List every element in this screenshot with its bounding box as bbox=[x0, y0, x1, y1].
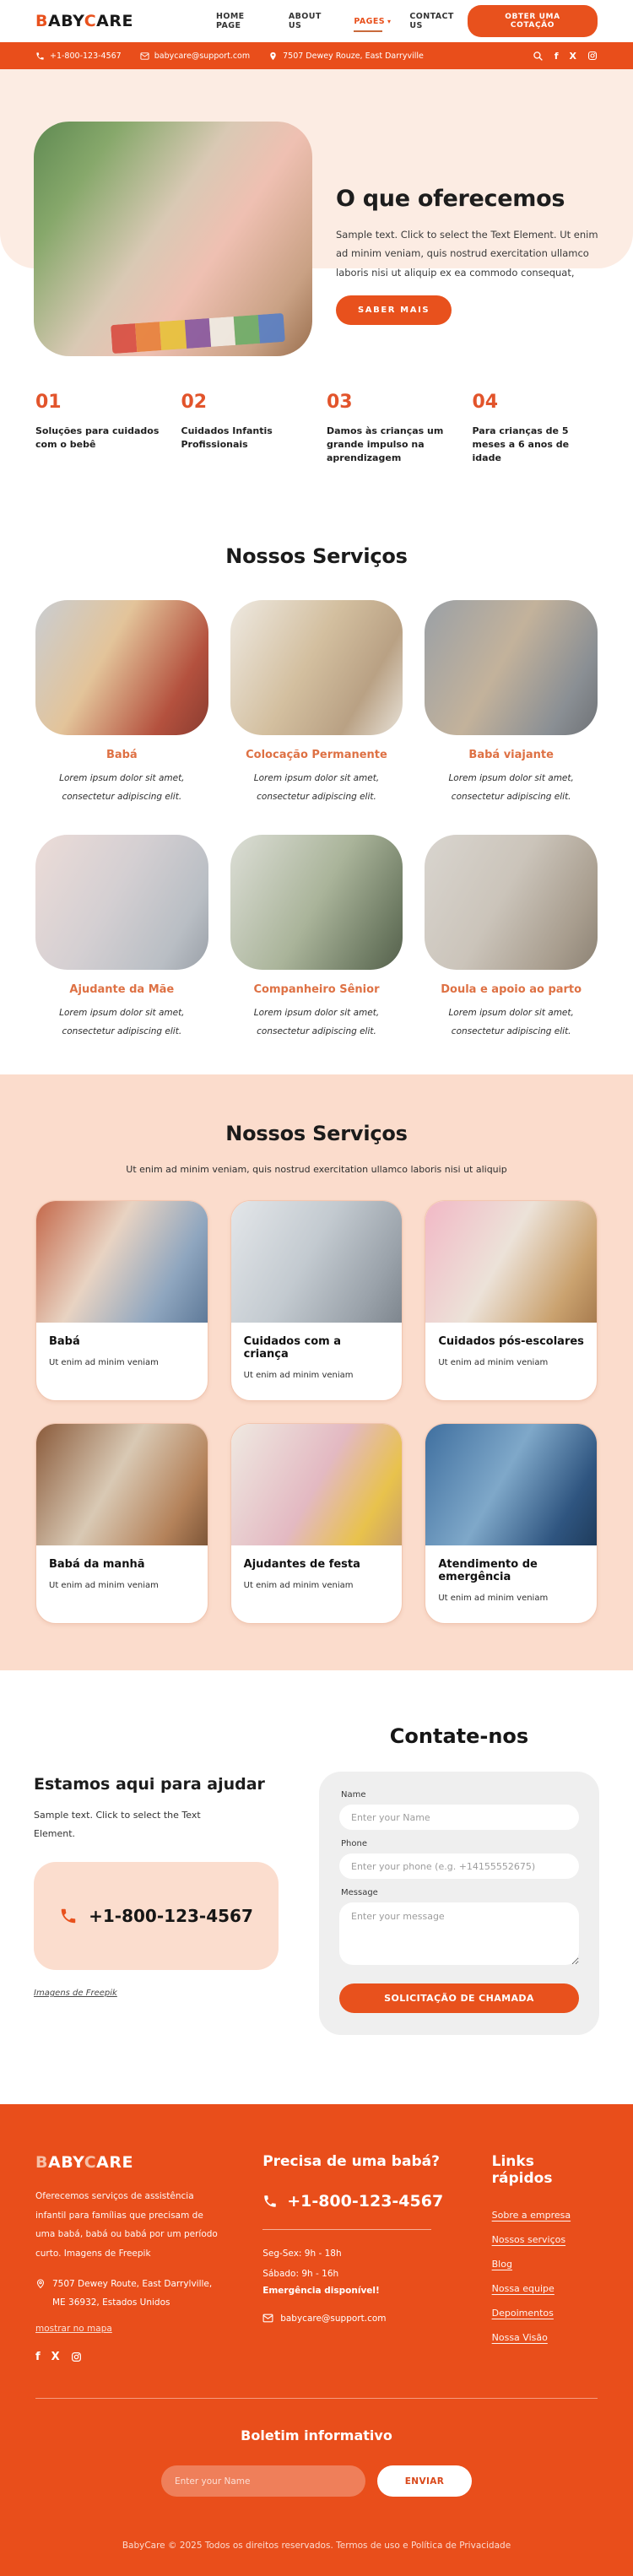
request-call-button[interactable]: SOLICITAÇÃO DE CHAMADA bbox=[339, 1983, 579, 2013]
footer-contact-column bbox=[262, 2153, 451, 2362]
name-label: Name bbox=[341, 1790, 366, 1799]
service-text: Lorem ipsum dolor sit amet, consectetur adipiscing elit. bbox=[448, 772, 574, 802]
service-card-body bbox=[425, 1545, 597, 1623]
topbar-phone-label: +1-800-123-4567 bbox=[50, 51, 122, 61]
x-twitter-icon[interactable]: X bbox=[569, 50, 576, 62]
brand-logo[interactable] bbox=[35, 12, 133, 30]
logo-part: C bbox=[84, 2153, 97, 2172]
service-title: Cuidados pós-escolares bbox=[438, 1335, 584, 1348]
service-title: Doula e apoio ao parto bbox=[441, 982, 582, 996]
footer-links-column bbox=[492, 2153, 598, 2362]
nav-pages[interactable] bbox=[354, 17, 391, 26]
phone-icon bbox=[35, 51, 45, 61]
service-photo bbox=[36, 1424, 208, 1545]
contact-title: Contate-nos bbox=[389, 1724, 529, 1748]
service-card-body bbox=[425, 1323, 597, 1388]
service-card[interactable] bbox=[35, 1423, 208, 1624]
link-our-services[interactable]: Nossos serviços bbox=[491, 2234, 566, 2245]
x-twitter-icon[interactable]: X bbox=[51, 2351, 60, 2364]
location-pin-icon bbox=[35, 2279, 46, 2289]
quick-links-list bbox=[492, 2205, 598, 2344]
active-nav-underline bbox=[354, 30, 382, 32]
newsletter-section bbox=[35, 2399, 598, 2497]
phone-label: Phone bbox=[341, 1839, 367, 1848]
footer-brand-column bbox=[35, 2153, 234, 2362]
footer-phone-number: +1-800-123-4567 bbox=[287, 2192, 444, 2211]
feature-title: Soluções para cuidados com o bebê bbox=[35, 425, 160, 450]
link-about-company[interactable]: Sobre a empresa bbox=[491, 2210, 571, 2221]
contact-heading: Estamos aqui para ajudar bbox=[34, 1775, 265, 1794]
hero-photo bbox=[34, 122, 312, 356]
topbar-phone[interactable] bbox=[35, 51, 122, 61]
service-text: Ut enim ad minim veniam bbox=[438, 1358, 549, 1367]
service-photo bbox=[425, 1201, 597, 1323]
service-text: Ut enim ad minim veniam bbox=[243, 1371, 354, 1380]
header bbox=[0, 0, 633, 42]
nav-about[interactable] bbox=[289, 12, 336, 30]
location-pin-icon bbox=[268, 51, 278, 61]
service-photo bbox=[36, 1201, 208, 1323]
service-card[interactable] bbox=[230, 600, 403, 806]
services2-subtitle: Ut enim ad minim veniam, quis nostrud exercitation ullamco laboris nisi ut aliquip bbox=[126, 1164, 507, 1175]
email-icon bbox=[262, 2313, 273, 2324]
services-grid bbox=[35, 600, 598, 1041]
contact-phone-box[interactable] bbox=[34, 1862, 279, 1970]
service-text: Lorem ipsum dolor sit amet, consectetur adipiscing elit. bbox=[59, 1007, 185, 1036]
service-card-body bbox=[36, 1323, 208, 1388]
features-row bbox=[0, 356, 633, 465]
message-label: Message bbox=[341, 1888, 378, 1897]
logo-part: ABY bbox=[47, 12, 84, 30]
service-card[interactable] bbox=[425, 1200, 598, 1401]
footer-link-item bbox=[492, 2230, 598, 2246]
link-our-team[interactable]: Nossa equipe bbox=[491, 2283, 555, 2294]
link-our-vision[interactable]: Nossa Visão bbox=[491, 2332, 548, 2343]
footer-email[interactable] bbox=[262, 2313, 451, 2324]
service-card[interactable] bbox=[425, 1423, 598, 1624]
get-quote-button[interactable]: OBTER UMA COTAÇÃO bbox=[468, 5, 598, 37]
phone-icon bbox=[59, 1907, 78, 1925]
service-title: Colocação Permanente bbox=[246, 748, 387, 761]
top-contact-bar bbox=[0, 42, 633, 69]
footer-link-item bbox=[492, 2254, 598, 2270]
service-card[interactable] bbox=[425, 835, 598, 1041]
footer-divider bbox=[262, 2229, 431, 2230]
service-photo bbox=[425, 835, 598, 970]
services2-grid bbox=[35, 1200, 598, 1624]
service-card[interactable] bbox=[230, 1423, 403, 1624]
contact-phone-number: +1-800-123-4567 bbox=[89, 1906, 253, 1926]
service-photo bbox=[231, 1201, 403, 1323]
name-field[interactable] bbox=[339, 1805, 579, 1830]
footer-link-item bbox=[492, 2328, 598, 2344]
service-card-body bbox=[231, 1545, 403, 1610]
service-title: Companheiro Sênior bbox=[253, 982, 380, 996]
service-text: Lorem ipsum dolor sit amet, consectetur adipiscing elit. bbox=[253, 1007, 380, 1036]
link-testimonials[interactable]: Depoimentos bbox=[491, 2308, 554, 2319]
feature-number: 02 bbox=[181, 392, 208, 413]
newsletter-title: Boletim informativo bbox=[241, 2427, 392, 2444]
feature-item bbox=[327, 392, 452, 465]
quick-links-title: Links rápidos bbox=[491, 2153, 553, 2187]
service-title: Cuidados com a criança bbox=[243, 1335, 341, 1361]
service-card[interactable] bbox=[35, 600, 208, 806]
feature-item bbox=[181, 392, 307, 465]
newsletter-input[interactable] bbox=[161, 2465, 365, 2497]
service-title: Babá bbox=[106, 748, 138, 761]
services-section bbox=[0, 465, 633, 1074]
footer-email-label: babycare@support.com bbox=[280, 2313, 387, 2324]
phone-field[interactable] bbox=[339, 1854, 579, 1879]
service-card[interactable] bbox=[35, 835, 208, 1041]
contact-info bbox=[34, 1724, 287, 2035]
hours-saturday: Sábado: 9h - 16h bbox=[262, 2269, 339, 2280]
email-icon bbox=[140, 51, 149, 61]
feature-item bbox=[35, 392, 161, 465]
service-title: Babá viajante bbox=[468, 748, 554, 761]
learn-more-button[interactable]: SABER MAIS bbox=[336, 295, 452, 325]
topbar-address[interactable] bbox=[268, 51, 424, 61]
nav-about-label: ABOUT US bbox=[288, 12, 322, 30]
feature-number: 04 bbox=[472, 392, 499, 413]
service-text: Ut enim ad minim veniam bbox=[243, 1581, 354, 1590]
feature-title: Damos às crianças um grande impulso na aprendizagem bbox=[327, 425, 444, 463]
link-blog[interactable]: Blog bbox=[491, 2259, 512, 2270]
topbar-icons bbox=[533, 51, 598, 62]
logo-part: ABY bbox=[47, 2153, 84, 2172]
footer-hours bbox=[262, 2243, 451, 2284]
footer-address-line2: ME 36932, Estados Unidos bbox=[52, 2297, 170, 2308]
footer-phone[interactable] bbox=[262, 2192, 451, 2211]
hero-title: O que oferecemos bbox=[336, 186, 565, 212]
facebook-icon[interactable]: f bbox=[35, 2351, 41, 2364]
logo-part: B bbox=[35, 12, 48, 30]
service-text: Ut enim ad minim veniam bbox=[49, 1358, 159, 1367]
nav-pages-label: PAGES bbox=[354, 16, 385, 26]
footer-address bbox=[35, 2275, 234, 2312]
instagram-icon[interactable] bbox=[587, 51, 598, 61]
hours-weekdays: Seg-Sex: 9h - 18h bbox=[262, 2249, 342, 2259]
service-photo bbox=[230, 835, 403, 970]
service-photo bbox=[425, 600, 598, 735]
logo-part: C bbox=[84, 12, 97, 30]
search-icon[interactable] bbox=[533, 51, 544, 62]
topbar-email-label: babycare@support.com bbox=[154, 51, 251, 61]
nav-home[interactable] bbox=[216, 12, 270, 30]
footer-address-lines bbox=[52, 2275, 212, 2312]
feature-title: Cuidados Infantis Profissionais bbox=[181, 425, 273, 450]
service-text: Lorem ipsum dolor sit amet, consectetur adipiscing elit. bbox=[59, 772, 185, 802]
service-title: Babá bbox=[49, 1335, 80, 1348]
topbar-email[interactable] bbox=[140, 51, 250, 61]
instagram-icon[interactable] bbox=[71, 2351, 82, 2362]
footer-social-icons bbox=[35, 2351, 234, 2362]
service-card-body bbox=[231, 1323, 403, 1400]
service-photo bbox=[35, 835, 208, 970]
service-text: Ut enim ad minim veniam bbox=[438, 1594, 549, 1603]
hero-text: Sample text. Click to select the Text Element. Ut enim ad minim veniam, quis nostrud exercitation ullamco laboris nisi ut aliquip ex ea commodo consequat, bbox=[336, 229, 598, 279]
contact-text: Sample text. Click to select the Text Element. bbox=[34, 1810, 201, 1839]
feature-title: Para crianças de 5 meses a 6 anos de idade bbox=[472, 425, 570, 463]
nav-contact[interactable] bbox=[409, 12, 467, 30]
footer-need-nanny-title: Precisa de uma babá? bbox=[262, 2153, 440, 2170]
feature-item bbox=[473, 392, 598, 465]
feature-number: 03 bbox=[327, 392, 353, 413]
service-title: Ajudantes de festa bbox=[243, 1558, 360, 1571]
service-card[interactable] bbox=[35, 1200, 208, 1401]
service-title: Babá da manhã bbox=[49, 1558, 145, 1571]
service-card-body bbox=[36, 1545, 208, 1610]
main-nav bbox=[216, 12, 468, 30]
xylophone-graphic bbox=[111, 313, 284, 354]
service-title: Atendimento de emergência bbox=[438, 1558, 538, 1583]
footer-address-line1: 7507 Dewey Route, East Darrylville, bbox=[52, 2279, 213, 2290]
contact-form-column bbox=[319, 1724, 599, 2035]
contact-form bbox=[319, 1772, 599, 2035]
service-card[interactable] bbox=[425, 600, 598, 806]
freepik-credit-link[interactable]: Imagens de Freepik bbox=[34, 1989, 117, 1998]
nav-contact-label: CONTACT US bbox=[409, 12, 454, 30]
footer-link-item bbox=[492, 2279, 598, 2295]
service-photo bbox=[35, 600, 208, 735]
service-card[interactable] bbox=[230, 1200, 403, 1401]
services-pink-section bbox=[0, 1074, 633, 1670]
contact-section bbox=[0, 1670, 633, 2104]
footer bbox=[0, 2104, 633, 2576]
footer-link-item bbox=[492, 2205, 598, 2222]
service-photo bbox=[230, 600, 403, 735]
feature-number: 01 bbox=[35, 392, 62, 413]
service-photo bbox=[425, 1424, 597, 1545]
nav-home-label: HOME PAGE bbox=[216, 12, 245, 30]
footer-logo[interactable] bbox=[35, 2153, 234, 2172]
service-text: Ut enim ad minim veniam bbox=[49, 1581, 159, 1590]
message-field[interactable] bbox=[339, 1902, 579, 1965]
services-title: Nossos Serviços bbox=[225, 544, 408, 568]
logo-part: B bbox=[35, 2153, 48, 2172]
service-title: Ajudante da Mãe bbox=[69, 982, 175, 996]
services2-title: Nossos Serviços bbox=[225, 1122, 408, 1145]
service-text: Lorem ipsum dolor sit amet, consectetur adipiscing elit. bbox=[253, 772, 380, 802]
service-card[interactable] bbox=[230, 835, 403, 1041]
facebook-icon[interactable]: f bbox=[554, 50, 559, 62]
hero-section bbox=[0, 69, 633, 356]
logo-part: ARE bbox=[96, 12, 133, 30]
show-on-map-link[interactable]: mostrar no mapa bbox=[35, 2324, 112, 2335]
hero-content bbox=[336, 186, 601, 325]
copyright-text: BabyCare © 2025 Todos os direitos reservados. Termos de uso e Política de Privacidade bbox=[122, 2541, 511, 2552]
service-text: Lorem ipsum dolor sit amet, consectetur adipiscing elit. bbox=[448, 1007, 574, 1036]
footer-description: Oferecemos serviços de assistência infantil para famílias que precisam de uma babá, babá ou babá por um período curto. Imagens de Freepik bbox=[35, 2191, 218, 2259]
newsletter-submit-button[interactable]: ENVIAR bbox=[377, 2465, 472, 2497]
newsletter-form bbox=[35, 2465, 598, 2497]
footer-link-item bbox=[492, 2303, 598, 2319]
emergency-note: Emergência disponível! bbox=[262, 2286, 380, 2297]
service-photo bbox=[231, 1424, 403, 1545]
logo-part: ARE bbox=[96, 2153, 133, 2172]
topbar-address-label: 7507 Dewey Rouze, East Darryville bbox=[283, 51, 424, 61]
phone-icon bbox=[262, 2194, 278, 2209]
footer-columns bbox=[35, 2153, 598, 2362]
chevron-down-icon: ▾ bbox=[387, 17, 392, 25]
